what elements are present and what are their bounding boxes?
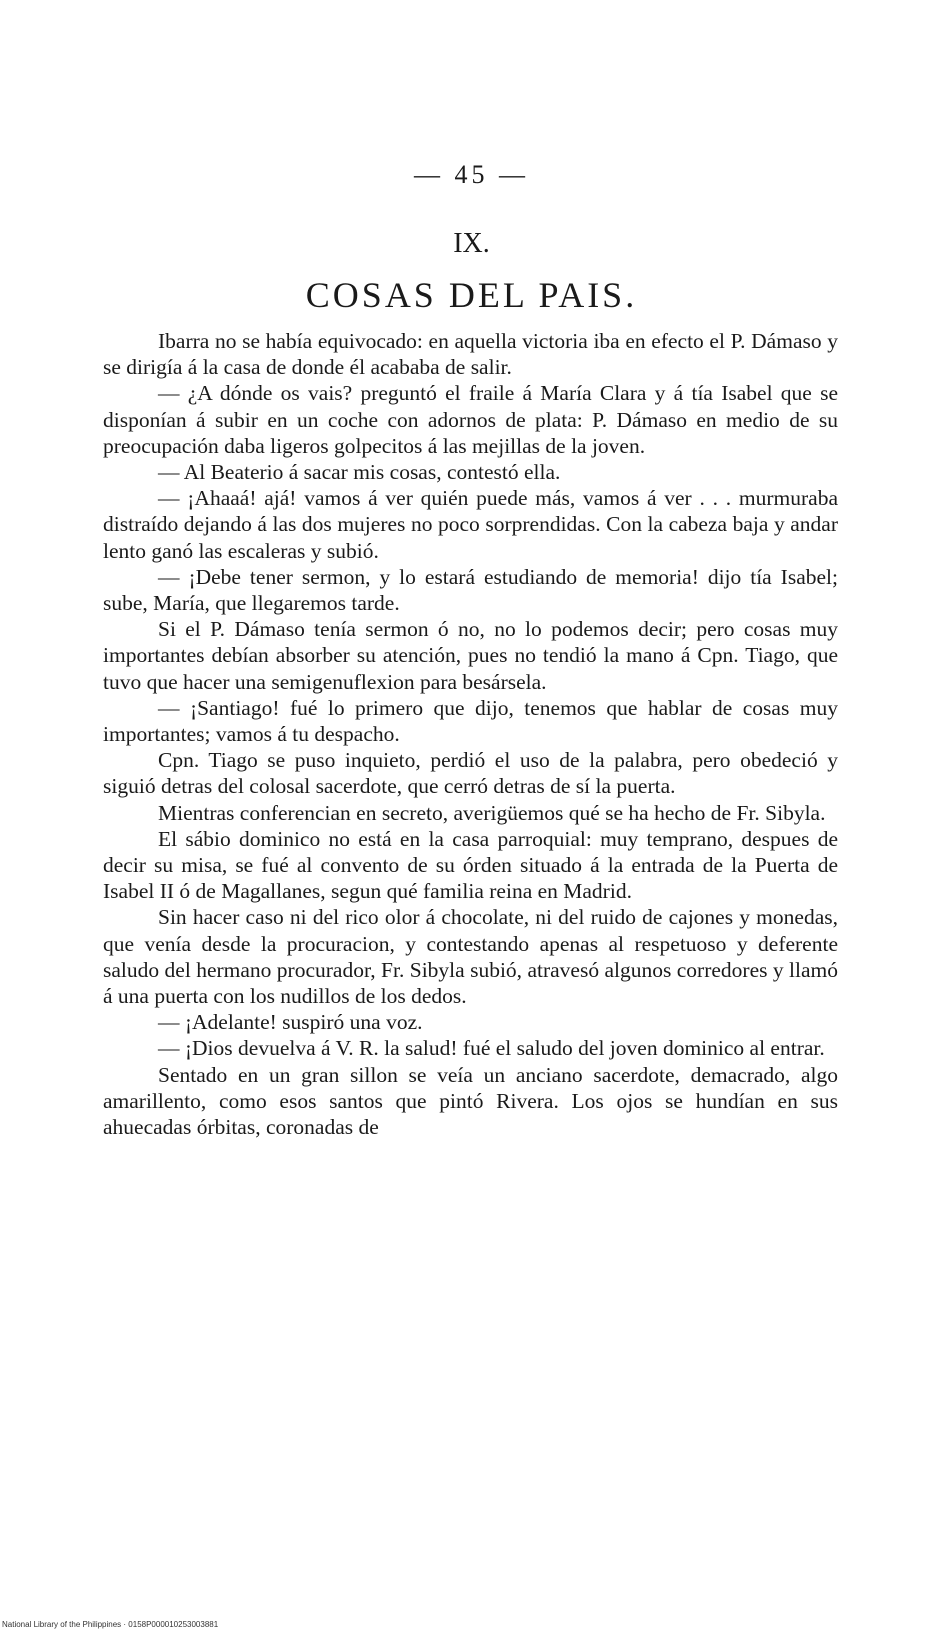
body-text [103,328,838,1140]
paragraph: — ¡Ahaaá! ajá! vamos á ver quién puede más, vamos á ver . . . murmuraba distraído dejando á las dos mujeres no poco sorprendidas. Con la cabeza baja y andar lento ganó las escaleras y subió. [103,486,838,563]
paragraph: — ¡Adelante! suspiró una voz. [158,1010,423,1035]
paragraph: — Al Beaterio á sacar mis cosas, contestó ella. [158,460,561,485]
paragraph: Sin hacer caso ni del rico olor á chocolate, ni del ruido de cajones y monedas, que venía desde la procuracion, y contestando apenas al respetuoso y deferente saludo del hermano procurador, Fr. Sibyla subió, atravesó algunos corredores y llamó á una puerta con los nudillos de los dedos. [103,905,838,1009]
paragraph: — ¡Dios devuelva á V. R. la salud! fué el saludo del joven dominico al entrar. [158,1036,825,1061]
paragraph: El sábio dominico no está en la casa parroquial: muy temprano, despues de decir su misa, se fué al convento de su órden situado á la entrada de la Puerta de Isabel II ó de Magallanes, segun qué familia reina en Madrid. [103,826,838,904]
paragraph: — ¡Debe tener sermon, y lo estará estudiando de memoria! dijo tía Isabel; sube, María, que llegaremos tarde. [103,564,838,616]
paragraph: Mientras conferencian en secreto, averigüemos qué se ha hecho de Fr. Sibyla. [158,800,826,825]
scan-footer: National Library of the Philippines · 0158P000010253003881 [2,1620,219,1629]
chapter-title: COSAS DEL PAIS. [305,275,638,315]
paragraph: Ibarra no se había equivocado: en aquella victoria iba en efecto el P. Dámaso y se dirigía á la casa de donde él acababa de salir. [103,329,838,380]
paragraph: Cpn. Tiago se puso inquieto, perdió el uso de la palabra, pero obedeció y siguió detras del colosal sacerdote, que cerró detras de sí la puerta. [103,748,838,799]
paragraph: — ¿A dónde os vais? preguntó el fraile á María Clara y á tía Isabel que se disponían á subir en un coche con adornos de plata: P. Dámaso en medio de su preocupación daba ligeros golpecitos á las mejillas de la joven. [103,381,838,458]
page-number: — 45 — [414,160,529,189]
paragraph: — ¡Santiago! fué lo primero que dijo, tenemos que hablar de cosas muy importantes; vamos á tu despacho. [103,695,838,747]
paragraph: Sentado en un gran sillon se veía un anciano sacerdote, demacrado, algo amarillento, como esos santos que pintó Rivera. Los ojos se hundían en sus ahuecadas órbitas, coronadas de [103,1062,838,1140]
paragraph: Si el P. Dámaso tenía sermon ó no, no lo podemos decir; pero cosas muy importantes debían absorber su atención, pues no tendió la mano á Cpn. Tiago, que tuvo que hacer una semigenuflexion para besársela. [103,617,838,694]
chapter-number: IX. [453,228,490,259]
